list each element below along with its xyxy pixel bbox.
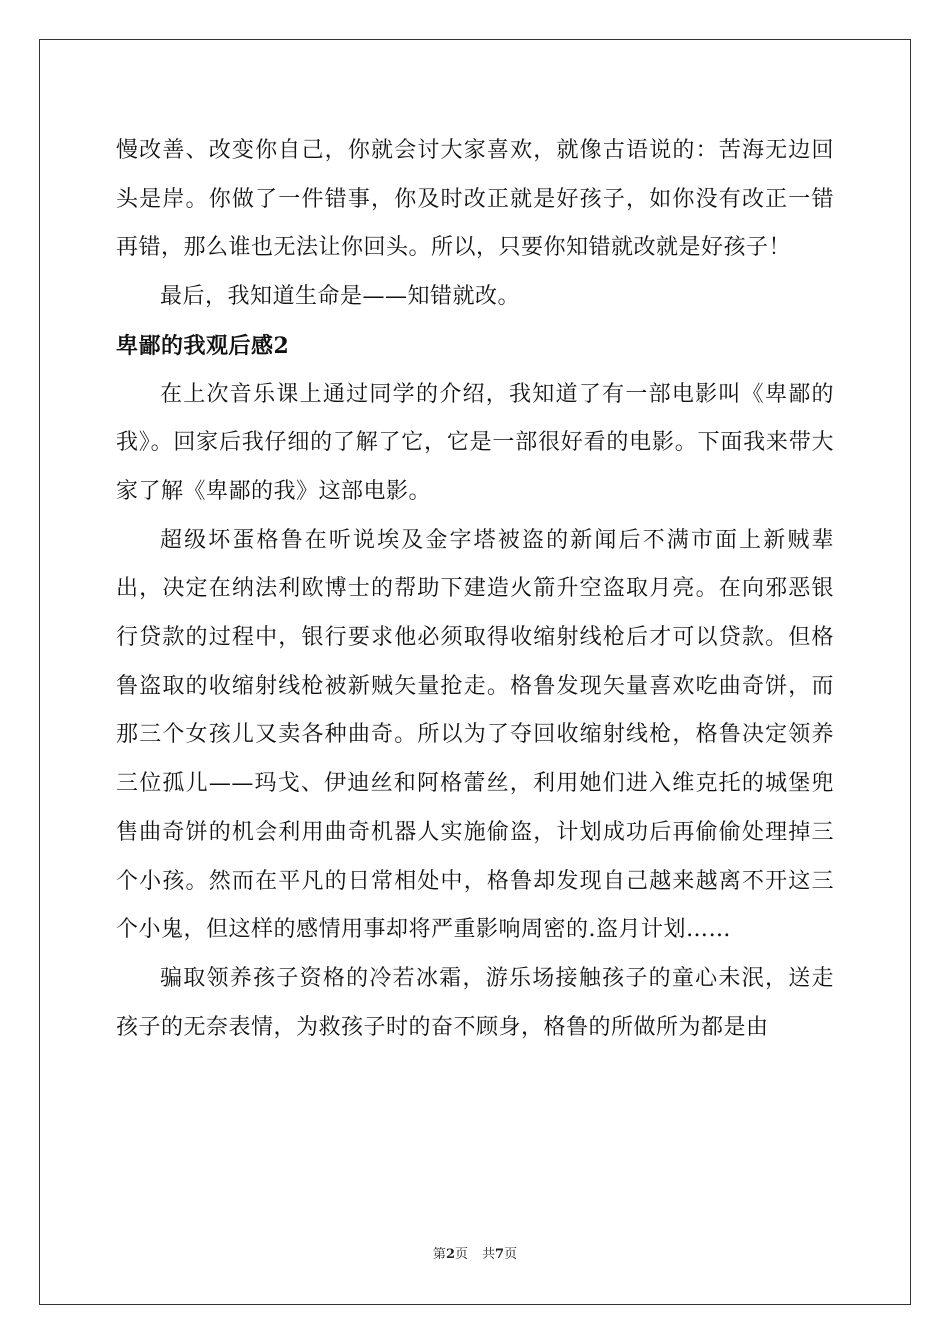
total-prefix: 共	[482, 1247, 496, 1262]
section-title: 卑鄙的我观后感2	[116, 332, 290, 359]
document-body	[116, 127, 834, 1052]
page-current: 2	[445, 1247, 455, 1262]
page-footer	[0, 1246, 950, 1264]
paragraph-analysis: 骗取领养孩子资格的冷若冰霜，游乐场接触孩子的童心未泯，送走孩子的无奈表情，为救孩子时的奋不顾身，格鲁的所做所为都是由	[116, 965, 834, 1040]
total-suffix: 页	[504, 1247, 518, 1262]
paragraph-conclusion: 最后，我知道生命是——知错就改。	[160, 284, 521, 310]
paragraph-plot: 超级坏蛋格鲁在听说埃及金字塔被盗的新闻后不满市面上新贼辈出，决定在纳法利欧博士的帮助下建造火箭升空盗取月亮。在向邪恶银行贷款的过程中，银行要求他必须取得收缩射线枪后才可以贷款。但格鲁盗取的收缩射线枪被新贼矢量抢走。格鲁发现矢量喜欢吃曲奇饼，而那三个女孩儿又卖各种曲奇。所以为了夺回收缩射线枪，格鲁决定领养三位孤儿——玛戈、伊迪丝和阿格蕾丝，利用她们进入维克托的城堡兜售曲奇饼的机会利用曲奇机器人实施偷盗，计划成功后再偷偷处理掉三个小孩。然而在平凡的日常相处中，格鲁却发现自己越来越离不开这三个小鬼，但这样的感情用事却将严重影响周密的.盗月计划……	[116, 527, 834, 943]
paragraph-intro: 在上次音乐课上通过同学的介绍，我知道了有一部电影叫《卑鄙的我》。回家后我仔细的了解了它，它是一部很好看的电影。下面我来带大家了解《卑鄙的我》这部电影。	[116, 381, 834, 504]
page-suffix: 页	[454, 1247, 468, 1262]
paragraph-continued: 慢改善、改变你自己，你就会讨大家喜欢，就像古语说的：苦海无边回头是岸。你做了一件错事，你及时改正就是好孩子，如你没有改正一错再错，那么谁也无法让你回头。所以，只要你知错就改就是好孩子！	[116, 138, 834, 261]
page-total: 7	[495, 1247, 505, 1262]
page-prefix: 第	[432, 1247, 446, 1262]
